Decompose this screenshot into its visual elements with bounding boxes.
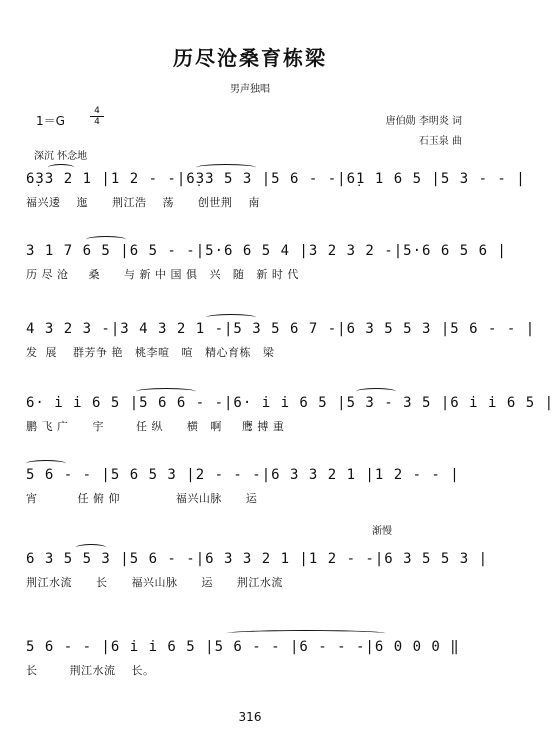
music-system-4 <box>26 392 554 442</box>
lyrics-line: 发 展 群芳争 艳 桃李喧 喧 精心育栋 梁 <box>26 346 275 359</box>
slur-mark <box>196 164 256 171</box>
slur-mark <box>86 236 126 243</box>
lyrics-line: 历 尽 沧 桑 与 新 中 国 俱 兴 随 新 时 代 <box>26 268 299 281</box>
music-system-6 <box>26 548 489 598</box>
time-signature-bottom: 4 <box>90 116 104 127</box>
notation-line: 5 6 - - |6 i i 6 5 |5 6 - - |6 - - -|6 0 0 0 ‖ <box>26 639 460 655</box>
tempo-marking: 深沉 怀念地 <box>34 151 88 162</box>
notation-line: 5 6 - - |5 6 5 3 |2 - - -|6 3 3 2 1 |1 2 - - | <box>26 467 460 483</box>
lyrics-line: 鹏 飞 广 宇 任 纵 横 啊 鹰 搏 重 <box>26 420 285 433</box>
lyricist-credit: 唐伯勋 李明炎 词 <box>385 116 462 127</box>
lyrics-line: 福兴逶 迤 荆江浩 荡 创世荆 南 <box>26 196 260 209</box>
slur-mark <box>48 164 74 171</box>
slur-mark <box>356 388 396 395</box>
tie-mark <box>226 630 386 637</box>
lyrics-line: 荆江水流 长 福兴山脉 运 荆江水流 <box>26 576 283 589</box>
page-number: 316 <box>238 710 262 724</box>
music-system-7 <box>26 636 476 686</box>
music-system-5 <box>26 464 476 514</box>
tempo-change-marking: 渐慢 <box>372 526 392 537</box>
notation-line: 6· i i 6 5 |5 6 6 - -|6· i i 6 5 |5 3 - 3 5 |6 i i 6 5 | <box>26 395 554 411</box>
song-title: 历尽沧桑育栋梁 <box>173 46 327 70</box>
lyrics-line: 宵 任 俯 仰 福兴山脉 运 <box>26 492 258 505</box>
lyrics-line: 长 荆江水流 长。 <box>26 664 155 677</box>
music-system-3 <box>26 318 536 368</box>
notation-line: 6̣33 2 1 |1 2 - -|6̣33 5 3 |5 6 - -|6̣1 1 6 5 |5 3 - - | <box>26 171 526 187</box>
key-signature: 1＝G <box>36 114 65 128</box>
time-signature-top: 4 <box>94 106 100 116</box>
notation-line: 6 3 5 5 3 |5 6 - -|6 3 3 2 1 |1 2 - -|6 3 5 5 3 | <box>26 551 489 567</box>
slur-mark <box>206 314 256 321</box>
music-system-1 <box>26 168 526 218</box>
composer-credit: 石玉泉 曲 <box>418 136 462 147</box>
time-signature <box>90 106 104 127</box>
notation-line: 4 3 2 3 -|3 4 3 2 1 -|5 3 5 6 7 -|6 3 5 5 3 |5 6 - - | <box>26 321 536 337</box>
slur-mark <box>76 544 106 551</box>
music-system-2 <box>26 240 507 290</box>
notation-line: 3 1 7 6 5 |6 5 - -|5·6 6 5 4 |3 2 3 2 -|5·6 6 5 6 | <box>26 243 507 259</box>
slur-mark <box>26 460 66 467</box>
performance-type: 男声独唱 <box>230 84 270 95</box>
slur-mark <box>136 388 196 395</box>
